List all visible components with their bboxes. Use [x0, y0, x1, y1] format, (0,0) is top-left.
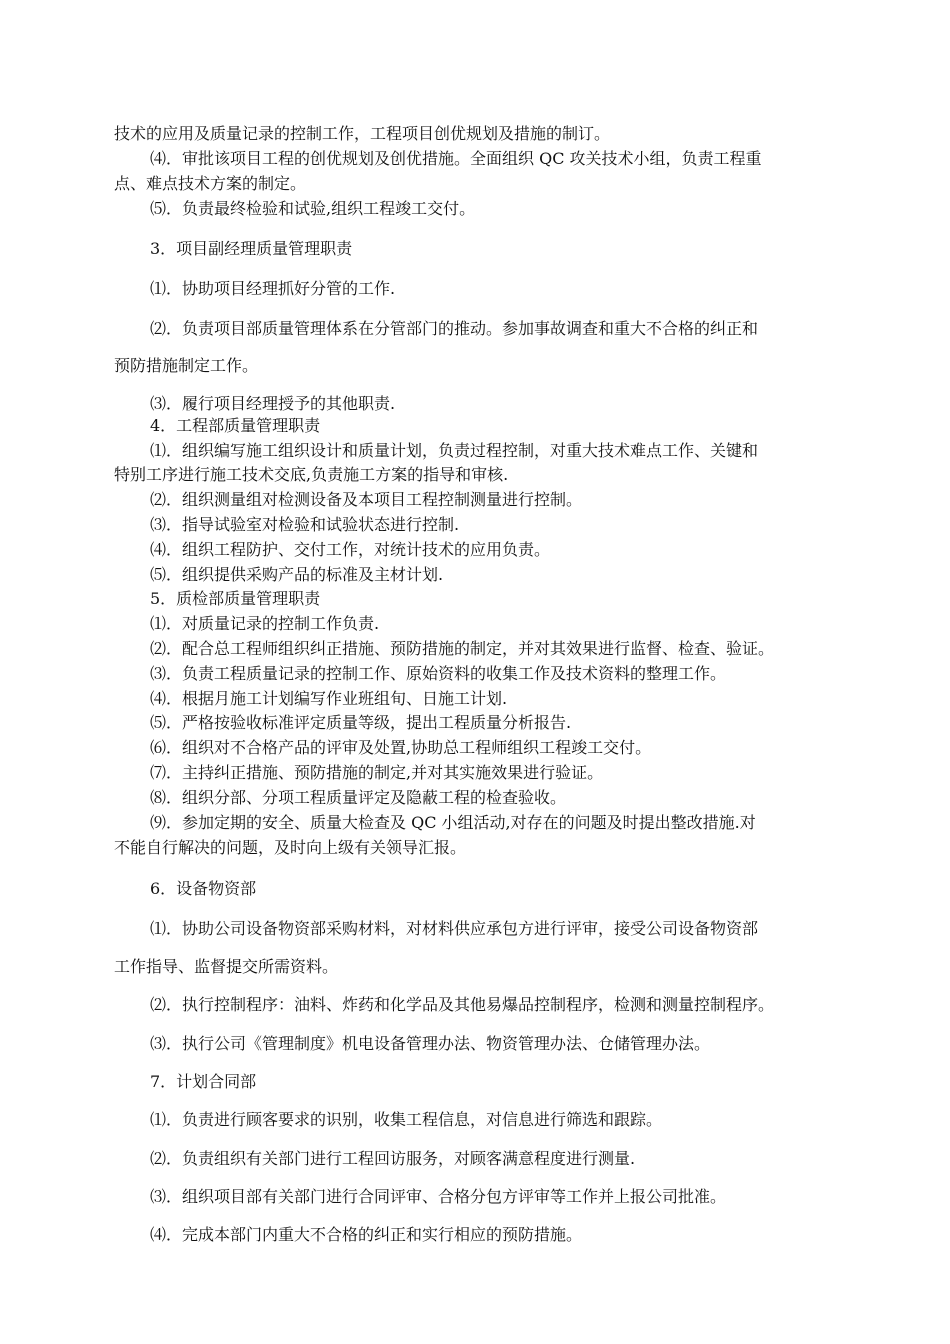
text-line: ⑵．配合总工程师组织纠正措施、预防措施的制定，并对其效果进行监督、检查、验证。	[150, 639, 775, 658]
text-line: ⑵．组织测量组对检测设备及本项目工程控制测量进行控制。	[150, 490, 583, 509]
text-line: ⑼．参加定期的安全、质量大检查及 QC 小组活动,对存在的问题及时提出整改措施.对	[150, 813, 756, 832]
text-line: ⑶．执行公司《管理制度》机电设备管理办法、物资管理办法、仓储管理办法。	[150, 1034, 711, 1053]
text-line: ⑴．组织编写施工组织设计和质量计划，负责过程控制，对重大技术难点工作、关键和	[150, 441, 759, 460]
text-line: ⑴．协助项目经理抓好分管的工作.	[150, 279, 396, 298]
text-line: ⑵．负责项目部质量管理体系在分管部门的推动。参加事故调查和重大不合格的纠正和	[150, 319, 759, 338]
text-line: ⑶．指导试验室对检验和试验状态进行控制.	[150, 515, 460, 534]
text-line: ⑹．组织对不合格产品的评审及处置,协助总工程师组织工程竣工交付。	[150, 738, 652, 757]
text-line: ⑴．对质量记录的控制工作负责.	[150, 614, 380, 633]
text-line: ⑵．负责组织有关部门进行工程回访服务，对顾客满意程度进行测量.	[150, 1149, 636, 1168]
text-line: ⑸．严格按验收标准评定质量等级，提出工程质量分析报告.	[150, 713, 572, 732]
text-line: ⑷．组织工程防护、交付工作，对统计技术的应用负责。	[150, 540, 551, 559]
text-line: ⑺．主持纠正措施、预防措施的制定,并对其实施效果进行验证。	[150, 763, 604, 782]
section-heading: 5．质检部质量管理职责	[150, 589, 321, 608]
text-line: ⑷．根据月施工计划编写作业班组旬、日施工计划.	[150, 689, 508, 708]
text-line: ⑸．负责最终检验和试验,组织工程竣工交付。	[150, 199, 476, 218]
text-line: ⑸．组织提供采购产品的标准及主材计划.	[150, 565, 444, 584]
section-heading: 3．项目副经理质量管理职责	[150, 239, 353, 258]
text-line: 特别工序进行施工技术交底,负责施工方案的指导和审核.	[114, 465, 509, 484]
section-heading: 7．计划合同部	[150, 1072, 257, 1091]
text-line: 工作指导、监督提交所需资料。	[114, 957, 339, 976]
text-line: ⑶．组织项目部有关部门进行合同评审、合格分包方评审等工作并上报公司批准。	[150, 1187, 727, 1206]
text-line: ⑵．执行控制程序：油料、炸药和化学品及其他易爆品控制程序，检测和测量控制程序。	[150, 995, 775, 1014]
text-line: ⑶．履行项目经理授予的其他职责.	[150, 394, 396, 413]
text-line: ⑶．负责工程质量记录的控制工作、原始资料的收集工作及技术资料的整理工作。	[150, 664, 727, 683]
text-line: ⑴．负责进行顾客要求的识别，收集工程信息，对信息进行筛选和跟踪。	[150, 1110, 663, 1129]
text-line: 预防措施制定工作。	[114, 356, 259, 375]
text-line: 点、难点技术方案的制定。	[114, 174, 307, 193]
text-line: 不能自行解决的问题，及时向上级有关领导汇报。	[114, 838, 467, 857]
section-heading: 4．工程部质量管理职责	[150, 416, 321, 435]
text-line: ⑻．组织分部、分项工程质量评定及隐蔽工程的检查验收。	[150, 788, 567, 807]
text-line: ⑷．完成本部门内重大不合格的纠正和实行相应的预防措施。	[150, 1225, 583, 1244]
text-line: ⑴．协助公司设备物资部采购材料，对材料供应承包方进行评审，接受公司设备物资部	[150, 919, 759, 938]
section-heading: 6．设备物资部	[150, 879, 257, 898]
text-line: 技术的应用及质量记录的控制工作，工程项目创优规划及措施的制订。	[114, 124, 611, 143]
text-line: ⑷．审批该项目工程的创优规划及创优措施。全面组织 QC 攻关技术小组，负责工程重	[150, 149, 762, 168]
